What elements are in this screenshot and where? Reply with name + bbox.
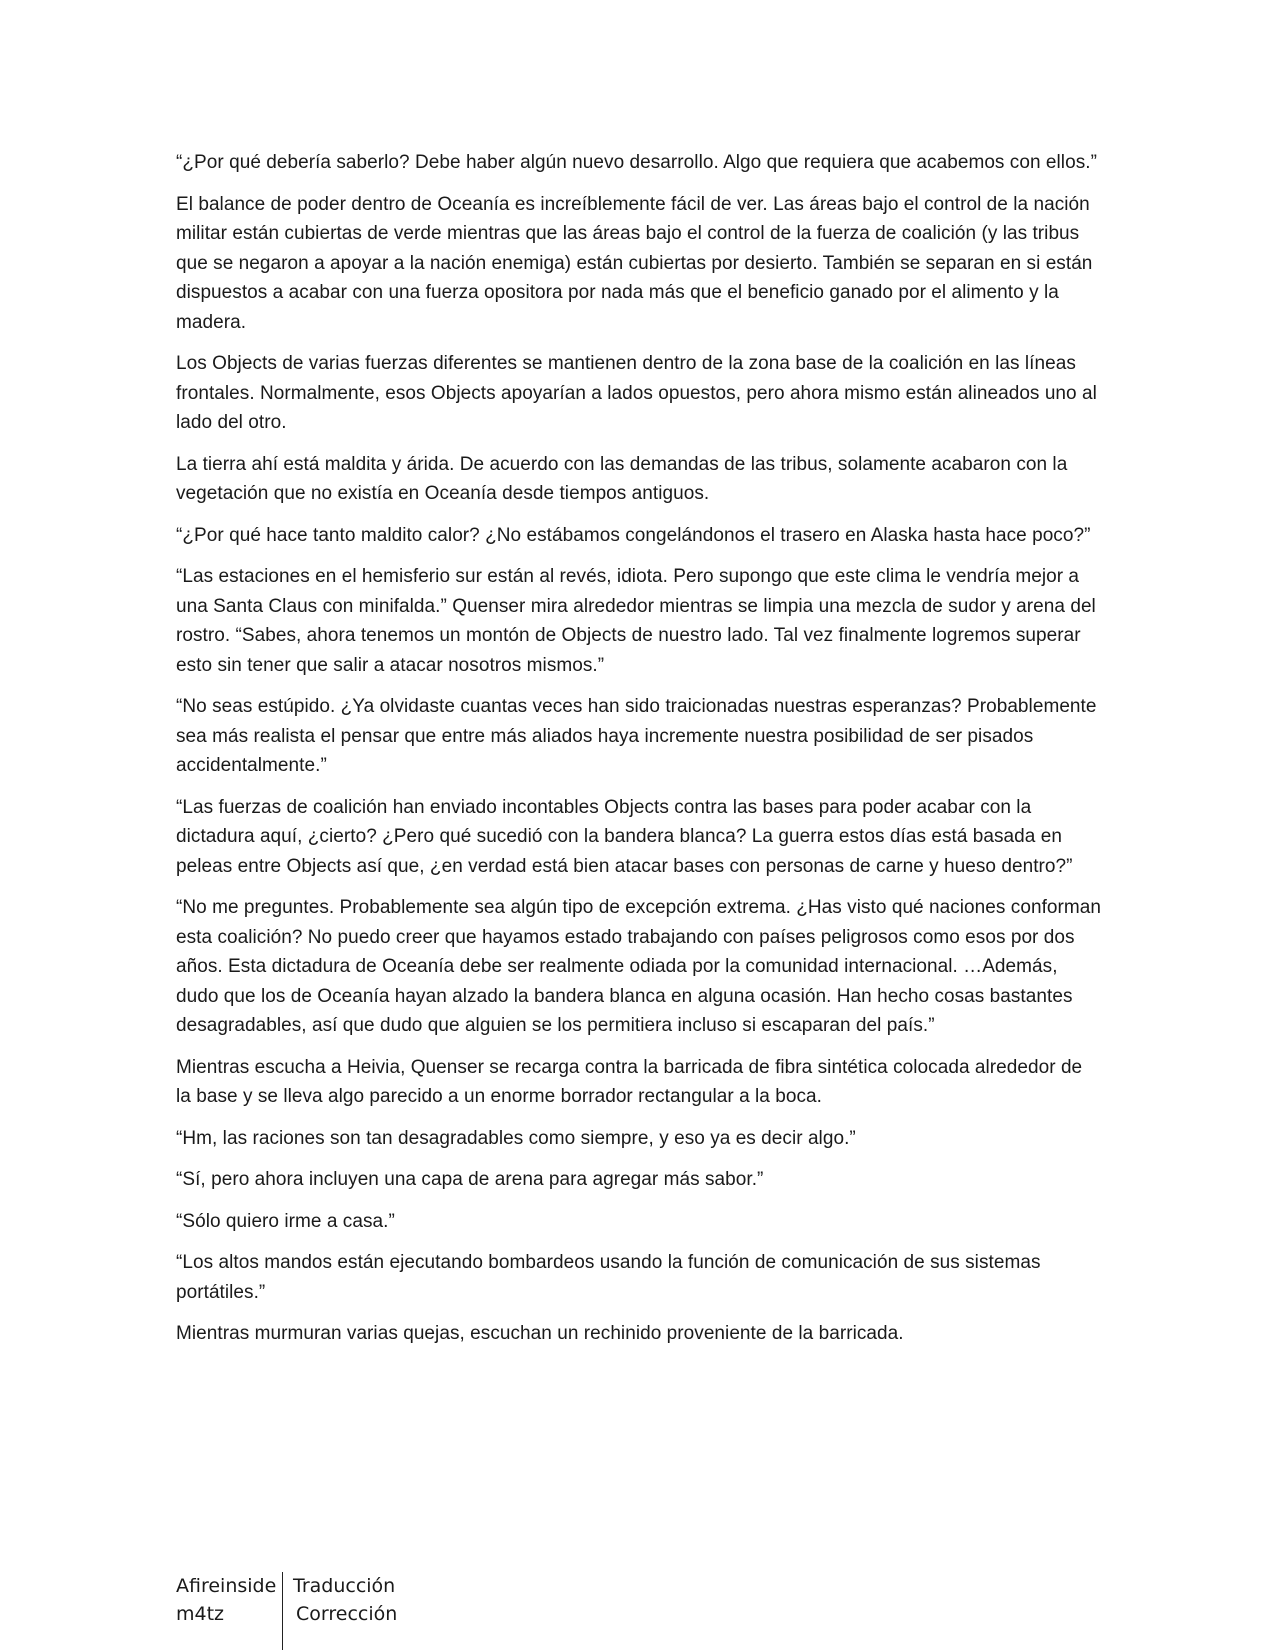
paragraph: Los Objects de varias fuerzas diferentes se mantienen dentro de la zona base de la coalición en las líneas frontales. Normalmente, esos Objects apoyarían a lados opuestos, pero ahora mismo están alineados uno al lado del otro.: [176, 353, 1097, 433]
editor-role: Corrección: [296, 1603, 398, 1625]
paragraph: “Sólo quiero irme a casa.”: [176, 1210, 395, 1232]
paragraph: “¿Por qué hace tanto maldito calor? ¿No estábamos congelándonos el trasero en Alaska hasta hace poco?”: [176, 524, 1091, 546]
paragraph: “Sí, pero ahora incluyen una capa de arena para agregar más sabor.”: [176, 1169, 764, 1190]
credits-footer: [176, 1572, 397, 1650]
paragraph: “Las estaciones en el hemisferio sur están al revés, idiota. Pero supongo que este clima le vendría mejor a una Santa Claus con minifalda.” Quenser mira alrededor mientras se limpia una mezcla de sudor y arena del rostro. “Sabes, ahora tenemos un montón de Objects de nuestro lado. Tal vez finalmente logremos superar esto sin tener que salir a atacar nosotros mismos.”: [176, 566, 1096, 676]
translator-name: Afireinside: [176, 1575, 277, 1597]
credits-roles: [283, 1572, 397, 1650]
paragraph: “¿Por qué debería saberlo? Debe haber algún nuevo desarrollo. Algo que requiera que acabemos con ellos.”: [176, 152, 1097, 173]
editor-name: m4tz: [176, 1603, 225, 1625]
paragraph: “No me preguntes. Probablemente sea algún tipo de excepción extrema. ¿Has visto qué naciones conforman esta coalición? No puedo creer que hayamos estado trabajando con países peligrosos como esos por dos años. Esta dictadura de Oceanía debe ser realmente odiada por la comunidad internacional. …Además, dudo que los de Oceanía hayan alzado la bandera blanca en alguna ocasión. Han hecho cosas bastantes desagradables, así que dudo que alguien se los permitiera incluso si escaparan del país.”: [176, 897, 1102, 1036]
paragraph: “No seas estúpido. ¿Ya olvidaste cuantas veces han sido traicionadas nuestras esperanzas? Probablemente sea más realista el pensar que entre más aliados haya incremente nuestra posibilidad de ser pisados accidentalmente.”: [176, 696, 1097, 776]
translator-role: Traducción: [293, 1575, 396, 1597]
paragraph: El balance de poder dentro de Oceanía es increíblemente fácil de ver. Las áreas bajo el control de la nación militar están cubiertas de verde mientras que las áreas bajo el control de la fuerza de coalición (y las tribus que se negaron a apoyar a la nación enemiga) están cubiertas por desierto. También se separan en si están dispuestos a acabar con una fuerza opositora por nada más que el beneficio ganado por el alimento y la madera.: [176, 193, 1093, 333]
paragraph: “Los altos mandos están ejecutando bombardeos usando la función de comunicación de sus sistemas portátiles.”: [176, 1252, 1041, 1303]
paragraph: Mientras murmuran varias quejas, escuchan un rechinido proveniente de la barricada.: [176, 1323, 904, 1344]
paragraph: “Las fuerzas de coalición han enviado incontables Objects contra las bases para poder acabar con la dictadura aquí, ¿cierto? ¿Pero qué sucedió con la bandera blanca? La guerra estos días está basada en peleas entre Objects así que, ¿en verdad está bien atacar bases con personas de carne y hueso dentro?”: [176, 796, 1073, 877]
paragraph: Mientras escucha a Heivia, Quenser se recarga contra la barricada de fibra sintética colocada alrededor de la base y se lleva algo parecido a un enorme borrador rectangular a la boca.: [176, 1056, 1083, 1107]
paragraph: La tierra ahí está maldita y árida. De acuerdo con las demandas de las tribus, solamente acabaron con la vegetación que no existía en Oceanía desde tiempos antiguos.: [176, 453, 1068, 504]
paragraph: “Hm, las raciones son tan desagradables como siempre, y eso ya es decir algo.”: [176, 1127, 856, 1149]
credits-names: [176, 1572, 283, 1650]
page-body: [176, 148, 1101, 1361]
